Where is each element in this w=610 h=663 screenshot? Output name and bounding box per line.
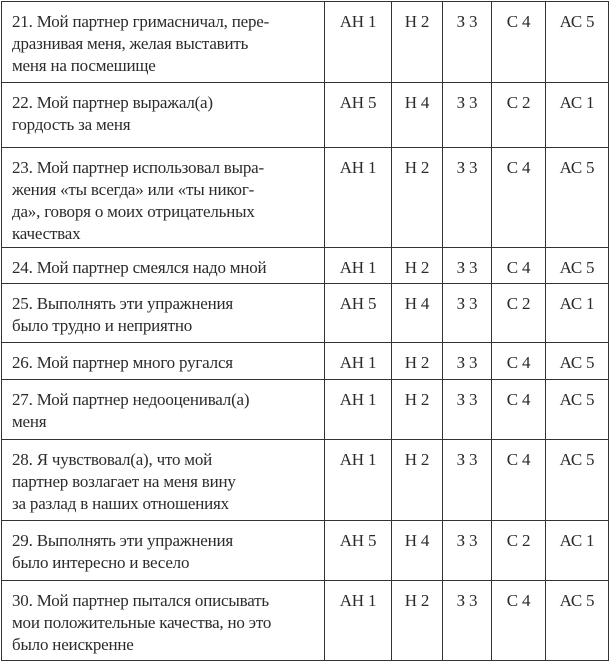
option-label: АС 1 <box>559 294 595 313</box>
question-row <box>2 343 609 380</box>
option-label: З 3 <box>456 531 478 550</box>
statement-line: 24. Мой партнер смеялся надо мной <box>12 258 267 277</box>
option-strongly-agree[interactable] <box>546 284 609 343</box>
question-statement <box>12 389 318 433</box>
option-strongly-agree[interactable] <box>546 343 609 380</box>
option-label: АС 5 <box>559 591 595 610</box>
option-label: С 2 <box>506 93 531 112</box>
statement-line: гордость за меня <box>12 115 131 134</box>
option-disagree[interactable] <box>392 581 443 661</box>
question-statement-cell <box>2 284 325 343</box>
question-row <box>2 148 609 248</box>
option-label: З 3 <box>456 294 478 313</box>
option-label: АС 5 <box>559 12 595 31</box>
statement-line: было трудно и неприятно <box>12 316 193 335</box>
option-agree[interactable] <box>492 83 546 148</box>
option-label: АН 5 <box>339 93 377 112</box>
option-strongly-disagree[interactable] <box>325 2 392 83</box>
option-strongly-disagree[interactable] <box>325 521 392 581</box>
option-label: С 2 <box>506 531 531 550</box>
option-strongly-disagree[interactable] <box>325 343 392 380</box>
option-neutral[interactable] <box>443 521 492 581</box>
option-strongly-disagree[interactable] <box>325 440 392 521</box>
statement-line: за разлад в наших отношениях <box>12 494 229 513</box>
option-strongly-agree[interactable] <box>546 248 609 284</box>
question-statement-cell <box>2 248 325 284</box>
option-agree[interactable] <box>492 581 546 661</box>
question-row <box>2 2 609 83</box>
option-label: АС 1 <box>559 531 595 550</box>
option-strongly-agree[interactable] <box>546 581 609 661</box>
option-label: АН 5 <box>339 531 377 550</box>
option-agree[interactable] <box>492 521 546 581</box>
question-statement <box>12 11 318 77</box>
statement-line: мои положительные качества, но это <box>12 613 272 632</box>
option-label: З 3 <box>456 353 478 372</box>
question-statement-cell <box>2 440 325 521</box>
question-row <box>2 380 609 440</box>
option-agree[interactable] <box>492 380 546 440</box>
option-label: З 3 <box>456 390 478 409</box>
option-disagree[interactable] <box>392 380 443 440</box>
option-label: Н 2 <box>404 12 430 31</box>
option-label: С 4 <box>506 158 531 177</box>
option-strongly-agree[interactable] <box>546 440 609 521</box>
option-disagree[interactable] <box>392 343 443 380</box>
statement-line: 30. Мой партнер пытался описывать <box>12 591 269 610</box>
option-label: З 3 <box>456 158 478 177</box>
statement-line: качествах <box>12 224 81 243</box>
option-neutral[interactable] <box>443 581 492 661</box>
option-neutral[interactable] <box>443 83 492 148</box>
option-label: Н 4 <box>404 294 430 313</box>
statement-line: партнер возлагает на меня вину <box>12 472 236 491</box>
statement-line: было неискренне <box>12 635 134 654</box>
statement-line: 25. Выполнять эти упражнения <box>12 294 233 313</box>
option-agree[interactable] <box>492 440 546 521</box>
option-neutral[interactable] <box>443 2 492 83</box>
question-statement <box>12 449 318 515</box>
statement-line: меня на посмешище <box>12 56 156 75</box>
question-statement-cell <box>2 83 325 148</box>
option-label: АН 5 <box>339 294 377 313</box>
option-label: АН 1 <box>339 450 377 469</box>
option-disagree[interactable] <box>392 2 443 83</box>
option-label: АН 1 <box>339 390 377 409</box>
option-agree[interactable] <box>492 248 546 284</box>
option-label: С 4 <box>506 12 531 31</box>
option-agree[interactable] <box>492 2 546 83</box>
option-label: З 3 <box>456 12 478 31</box>
question-row <box>2 521 609 581</box>
questionnaire-table <box>1 1 609 661</box>
question-statement <box>12 257 318 279</box>
option-label: З 3 <box>456 450 478 469</box>
statement-line: меня <box>12 412 47 431</box>
option-strongly-agree[interactable] <box>546 380 609 440</box>
question-statement-cell <box>2 2 325 83</box>
option-neutral[interactable] <box>443 440 492 521</box>
option-strongly-disagree[interactable] <box>325 380 392 440</box>
question-statement-cell <box>2 581 325 661</box>
option-neutral[interactable] <box>443 284 492 343</box>
statement-line: было интересно и весело <box>12 553 190 572</box>
option-label: АН 1 <box>339 12 377 31</box>
option-neutral[interactable] <box>443 343 492 380</box>
option-strongly-agree[interactable] <box>546 148 609 248</box>
question-statement-cell <box>2 148 325 248</box>
option-strongly-disagree[interactable] <box>325 581 392 661</box>
option-label: АС 1 <box>559 93 595 112</box>
question-statement <box>12 530 318 574</box>
questionnaire-body <box>2 2 609 661</box>
question-statement-cell <box>2 380 325 440</box>
statement-line: 23. Мой партнер использовал выра- <box>12 158 264 177</box>
question-row <box>2 581 609 661</box>
option-disagree[interactable] <box>392 284 443 343</box>
option-strongly-disagree[interactable] <box>325 148 392 248</box>
option-label: З 3 <box>456 93 478 112</box>
option-label: С 4 <box>506 390 531 409</box>
question-row <box>2 248 609 284</box>
option-disagree[interactable] <box>392 248 443 284</box>
option-label: Н 2 <box>404 158 430 177</box>
statement-line: 29. Выполнять эти упражнения <box>12 531 233 550</box>
option-label: Н 2 <box>404 591 430 610</box>
question-row <box>2 440 609 521</box>
option-strongly-agree[interactable] <box>546 83 609 148</box>
option-label: С 4 <box>506 353 531 372</box>
option-strongly-disagree[interactable] <box>325 284 392 343</box>
statement-line: 28. Я чувствовал(а), что мой <box>12 450 213 469</box>
option-label: Н 2 <box>404 353 430 372</box>
question-statement <box>12 157 318 245</box>
option-label: С 4 <box>506 258 531 277</box>
option-agree[interactable] <box>492 284 546 343</box>
question-statement <box>12 352 318 374</box>
option-neutral[interactable] <box>443 248 492 284</box>
question-row <box>2 83 609 148</box>
option-disagree[interactable] <box>392 521 443 581</box>
option-strongly-agree[interactable] <box>546 2 609 83</box>
option-strongly-disagree[interactable] <box>325 83 392 148</box>
option-label: З 3 <box>456 258 478 277</box>
option-label: АС 5 <box>559 390 595 409</box>
option-label: АН 1 <box>339 158 377 177</box>
option-disagree[interactable] <box>392 440 443 521</box>
option-label: АС 5 <box>559 450 595 469</box>
option-strongly-disagree[interactable] <box>325 248 392 284</box>
option-label: Н 2 <box>404 390 430 409</box>
statement-line: 21. Мой партнер гримасничал, пере- <box>12 12 270 31</box>
question-statement <box>12 590 318 656</box>
option-disagree[interactable] <box>392 83 443 148</box>
question-row <box>2 284 609 343</box>
option-label: АН 1 <box>339 591 377 610</box>
option-label: АС 5 <box>559 158 595 177</box>
option-agree[interactable] <box>492 148 546 248</box>
option-agree[interactable] <box>492 343 546 380</box>
statement-line: жения «ты всегда» или «ты никог- <box>12 180 255 199</box>
statement-line: да», говоря о моих отрицательных <box>12 202 255 221</box>
option-neutral[interactable] <box>443 148 492 248</box>
question-statement <box>12 293 318 337</box>
option-label: АН 1 <box>339 258 377 277</box>
option-neutral[interactable] <box>443 380 492 440</box>
statement-line: 22. Мой партнер выражал(а) <box>12 93 213 112</box>
statement-line: дразнивая меня, желая выставить <box>12 34 249 53</box>
option-label: З 3 <box>456 591 478 610</box>
option-label: АН 1 <box>339 353 377 372</box>
option-label: АС 5 <box>559 258 595 277</box>
option-strongly-agree[interactable] <box>546 521 609 581</box>
option-label: Н 2 <box>404 450 430 469</box>
option-label: Н 2 <box>404 258 430 277</box>
option-label: АС 5 <box>559 353 595 372</box>
statement-line: 26. Мой партнер много ругался <box>12 353 233 372</box>
option-label: С 2 <box>506 294 531 313</box>
option-label: Н 4 <box>404 531 430 550</box>
question-statement-cell <box>2 521 325 581</box>
question-statement-cell <box>2 343 325 380</box>
option-disagree[interactable] <box>392 148 443 248</box>
question-statement <box>12 92 318 136</box>
statement-line: 27. Мой партнер недооценивал(а) <box>12 390 250 409</box>
option-label: С 4 <box>506 591 531 610</box>
option-label: С 4 <box>506 450 531 469</box>
option-label: Н 4 <box>404 93 430 112</box>
